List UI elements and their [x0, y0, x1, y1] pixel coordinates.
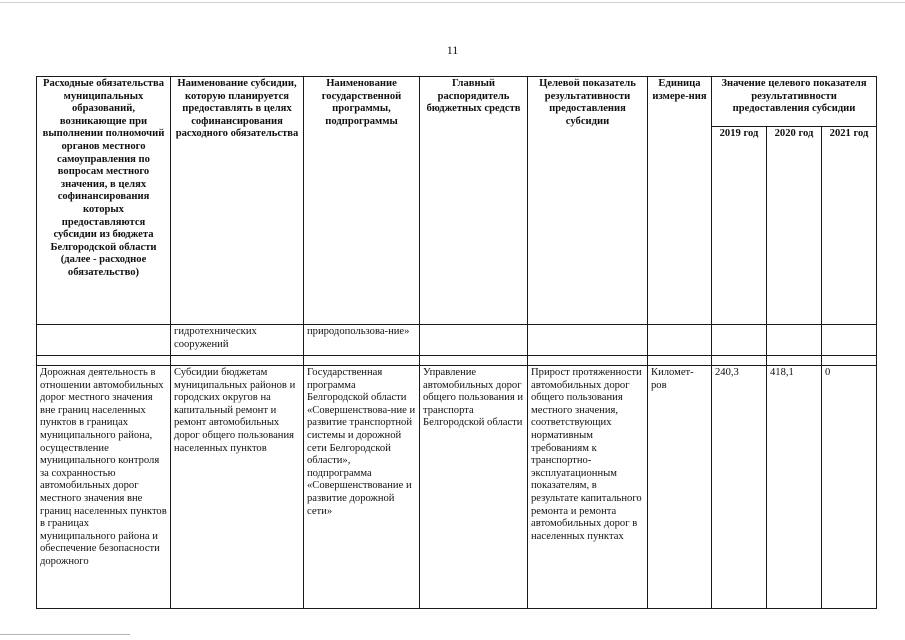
header-expense-obligations: Расходные обязательства муниципальных образований, возникающие при выполнении полномочий органов местного самоуправления по вопросам местного значения, в целях софинансирования которых предоставляются субсидии из бюджета Белгородской области (далее - расходное обязательство): [37, 77, 171, 325]
spacer-cell: [767, 356, 822, 366]
header-program-name: Наименование государственной программы, подпрограммы: [304, 77, 420, 325]
continuation-cell-4: [420, 325, 528, 356]
spacer-cell: [528, 356, 648, 366]
header-unit: Единица измере-ния: [648, 77, 712, 325]
header-year-2019: 2019 год: [712, 127, 767, 325]
header-row: [37, 77, 877, 127]
scan-edge-bottom-line: [0, 634, 130, 635]
header-subsidy-name: Наименование субсидии, которую планируется предоставлять в целях софинансирования расходного обязательства: [171, 77, 304, 325]
spacer-cell: [648, 356, 712, 366]
header-target-indicator: Целевой показатель результативности предоставления субсидии: [528, 77, 648, 325]
cell-expense-obligation: Дорожная деятельность в отношении автомобильных дорог местного значения вне границ населенных пунктов в границах муниципального района, осуществление муниципального контроля за сохранностью автомобильных дорог местного значения вне границ населенных пунктов в границах муниципального района и обеспечение безопасности дорожного: [37, 366, 171, 609]
cell-unit: Километ-ров: [648, 366, 712, 609]
cell-value-2020: 418,1: [767, 366, 822, 609]
header-chief-administrator: Главный распорядитель бюджетных средств: [420, 77, 528, 325]
continuation-row: [37, 325, 877, 356]
header-year-2021: 2021 год: [822, 127, 877, 325]
cell-value-2019: 240,3: [712, 366, 767, 609]
spacer-cell: [712, 356, 767, 366]
continuation-program: природопользова-ние»: [304, 325, 420, 356]
cell-program-name: Государственная программа Белгородской области «Совершенствова-ние и развитие транспортной системы и дорожной сети Белгородской области», подпрограмма «Совершенствование и развитие дорожной сети»: [304, 366, 420, 609]
page-number: 11: [446, 43, 459, 57]
continuation-cell-6: [648, 325, 712, 356]
scan-edge-top-line: [0, 2, 905, 3]
spacer-cell: [822, 356, 877, 366]
subsidy-table: [36, 76, 877, 609]
header-indicator-value: Значение целевого показателя результативности предоставления субсидии: [712, 77, 877, 127]
cell-target-indicator: Прирост протяженности автомобильных дорог общего пользования местного значения, соответствующих нормативным требованиям к транспортно-эксплуатационным показателям, в результате капитального ремонта и ремонта автомобильных дорог в населенных пунктах: [528, 366, 648, 609]
continuation-cell-9: [822, 325, 877, 356]
continuation-cell-1: [37, 325, 171, 356]
cell-chief-administrator: Управление автомобильных дорог общего пользования и транспорта Белгородской области: [420, 366, 528, 609]
continuation-cell-8: [767, 325, 822, 356]
cell-subsidy-name: Субсидии бюджетам муниципальных районов и городских округов на капитальный ремонт и ремонт автомобильных дорог общего пользования населенных пунктов: [171, 366, 304, 609]
spacer-cell: [304, 356, 420, 366]
table-row: [37, 366, 877, 609]
header-year-2020: 2020 год: [767, 127, 822, 325]
spacer-cell: [37, 356, 171, 366]
spacer-cell: [420, 356, 528, 366]
continuation-subsidy: гидротехнических сооружений: [171, 325, 304, 356]
cell-value-2021: 0: [822, 366, 877, 609]
spacer-row: [37, 356, 877, 366]
continuation-cell-5: [528, 325, 648, 356]
continuation-cell-7: [712, 325, 767, 356]
spacer-cell: [171, 356, 304, 366]
